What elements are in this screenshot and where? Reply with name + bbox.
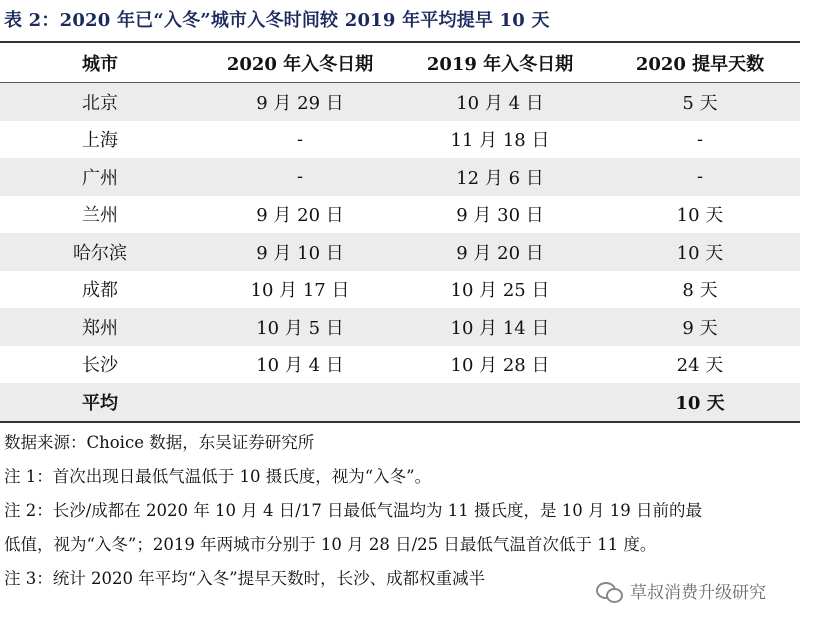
cell-city: 哈尔滨 [73, 242, 127, 264]
cell-2020-date: 9 月 10 日 [256, 242, 344, 264]
cell-2019-date: 10 月 25 日 [450, 280, 550, 302]
header-cell-2019-date: 2019 年入冬日期 [426, 53, 574, 75]
cell-city: 北京 [82, 92, 118, 114]
cell-days-earlier: 10 天 [676, 205, 724, 227]
cell-2020-date: 9 月 29 日 [256, 92, 344, 114]
cell-2019-date: 9 月 20 日 [456, 242, 544, 264]
cell-days-earlier: 5 天 [682, 92, 718, 114]
notes-section [4, 426, 804, 596]
cell-2020-date: 9 月 20 日 [256, 205, 344, 227]
table-average-row [0, 383, 800, 421]
header-cell-2020-date: 2020 年入冬日期 [226, 53, 374, 75]
cell-2019-date: 12 月 6 日 [456, 167, 544, 189]
cell-days-earlier: 8 天 [682, 280, 718, 302]
watermark-text: 草叔消费升级研究 [630, 583, 766, 603]
cell-days-earlier: 10 天 [676, 242, 724, 264]
note-3: 注 3：统计 2020 年平均“入冬”提早天数时，长沙、成都权重减半 [4, 569, 486, 588]
cell-2020-date: 10 月 5 日 [256, 317, 344, 339]
header-cell-city: 城市 [82, 53, 118, 75]
table-row [0, 271, 800, 309]
header-cell-days-earlier: 2020 提早天数 [635, 53, 765, 75]
cell-days-earlier: - [696, 128, 704, 150]
cell-city: 广州 [82, 167, 118, 189]
cell-2020-date: 10 月 17 日 [250, 280, 350, 302]
table-row [0, 196, 800, 234]
data-table [0, 41, 800, 423]
table-row [0, 83, 800, 121]
note-2-line-2: 低值，视为“入冬”；2019 年两城市分别于 10 月 28 日/25 日最低气温首次低于 11 度。 [4, 535, 657, 554]
table-title: 表 2：2020 年已“入冬”城市入冬时间较 2019 年平均提早 10 天 [4, 10, 550, 31]
cell-city: 郑州 [82, 317, 118, 339]
cell-days-earlier: - [696, 166, 704, 188]
cell-2020-date: - [296, 166, 304, 188]
cell-2019-date: 11 月 18 日 [450, 130, 550, 152]
cell-2020-date: - [296, 128, 304, 150]
cell-city: 兰州 [82, 205, 118, 227]
cell-city: 上海 [82, 130, 118, 152]
table-row [0, 121, 800, 159]
cell-2019-date: 10 月 14 日 [450, 317, 550, 339]
cell-days-earlier: 24 天 [676, 355, 724, 377]
average-label: 平均 [82, 392, 118, 414]
cell-city: 长沙 [82, 355, 118, 377]
table-row [0, 346, 800, 384]
note-1: 注 1：首次出现日最低气温低于 10 摄氏度，视为“入冬”。 [4, 467, 432, 486]
table-row [0, 308, 800, 346]
cell-2019-date: 9 月 30 日 [456, 205, 544, 227]
watermark [596, 578, 766, 603]
table-row [0, 158, 800, 196]
data-source-note: 数据来源：Choice 数据，东吴证券研究所 [4, 433, 315, 452]
cell-2020-date: 10 月 4 日 [256, 355, 344, 377]
wechat-icon [596, 580, 622, 602]
note-2-line-1: 注 2：长沙/成都在 2020 年 10 月 4 日/17 日最低气温均为 11 摄氏度，是 10 月 19 日前的最 [4, 501, 703, 520]
table-row [0, 233, 800, 271]
cell-city: 成都 [82, 280, 118, 302]
table-header-row [0, 43, 800, 83]
cell-2019-date: 10 月 4 日 [456, 92, 544, 114]
cell-days-earlier: 9 天 [682, 317, 718, 339]
cell-2019-date: 10 月 28 日 [450, 355, 550, 377]
average-days-earlier: 10 天 [675, 392, 725, 414]
